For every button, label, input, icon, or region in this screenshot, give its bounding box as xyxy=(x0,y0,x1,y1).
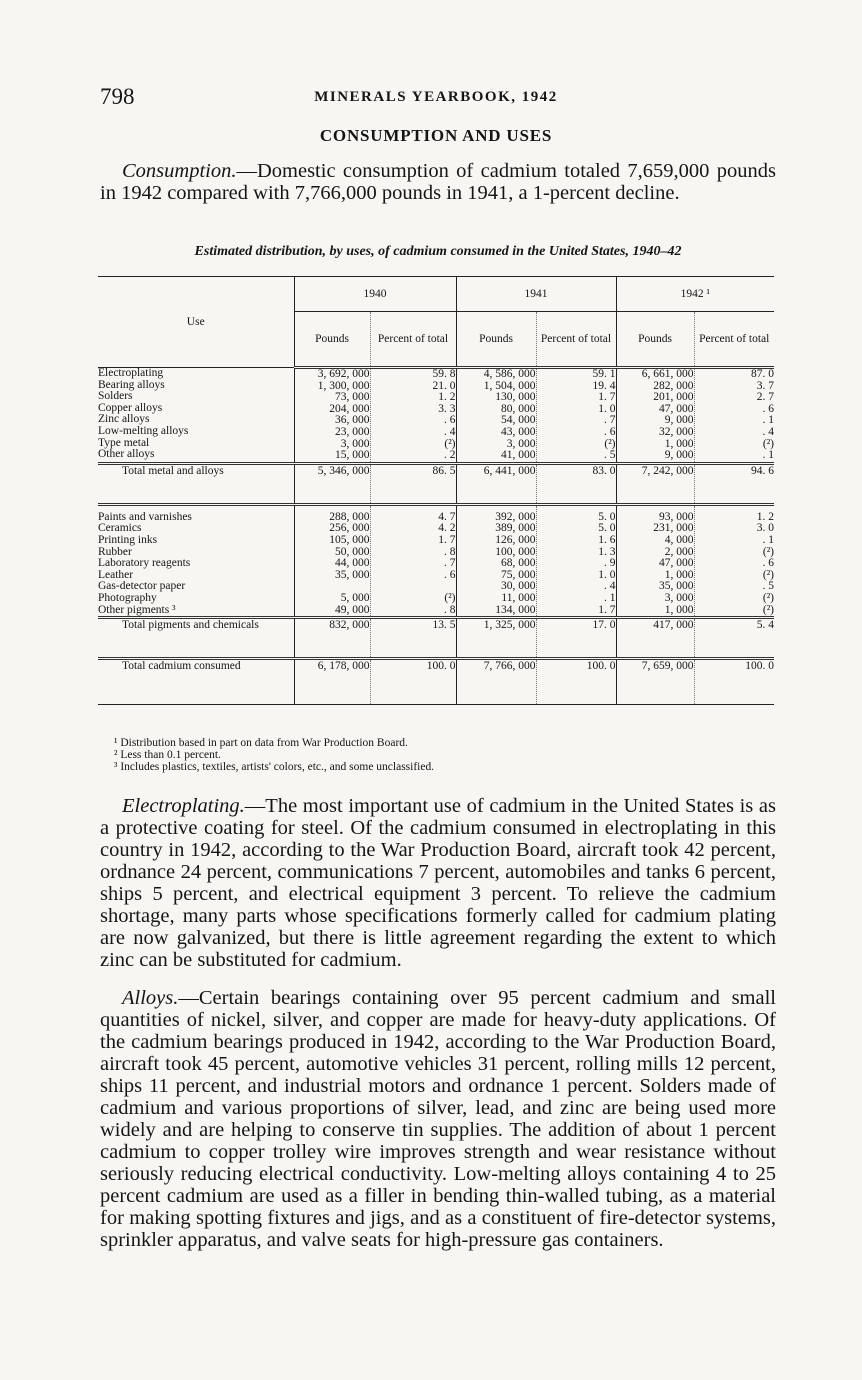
table-cell: 126, 000 xyxy=(495,533,536,546)
table-cell: 1. 7 xyxy=(438,533,456,546)
table-cell: 4, 000 xyxy=(664,533,694,546)
total-pigments-percent-1940: 13. 5 xyxy=(370,618,456,659)
total-pigments-percent-1942: 5. 4 xyxy=(694,618,774,659)
table-cell: . 6 xyxy=(444,568,456,581)
table-cell: 54, 000 xyxy=(501,414,536,427)
table-cell: 43, 000 xyxy=(501,425,536,438)
table-cell: 19. 4 xyxy=(592,379,616,392)
table-cell: 21. 0 xyxy=(432,379,456,392)
table-cell: 80, 000 xyxy=(501,402,536,415)
total-pigments-pounds-1940: 832, 000 xyxy=(294,618,370,659)
consumption-paragraph xyxy=(100,160,776,204)
table-cell: (²) xyxy=(762,603,774,616)
table-cell: 75, 000 xyxy=(501,568,536,581)
footnote-2: ² Less than 0.1 percent. xyxy=(114,749,221,761)
year-header-1941: 1941 xyxy=(456,277,616,312)
table-cell: . 6 xyxy=(444,414,456,427)
table-cell: 3. 3 xyxy=(438,402,456,415)
table-cell: 1, 300, 000 xyxy=(317,379,370,392)
table-cell: . 2 xyxy=(444,449,456,462)
table-cell: 2, 000 xyxy=(664,545,694,558)
table-cell: . 4 xyxy=(604,580,616,593)
pounds-header: Pounds xyxy=(294,312,370,368)
table-cell: 389, 000 xyxy=(495,522,536,535)
table-cell: 73, 000 xyxy=(335,391,370,404)
total-pigments-label: Total pigments and chemicals xyxy=(98,618,294,659)
table-cell: 4. 7 xyxy=(438,510,456,523)
page-number: 798 xyxy=(100,84,135,109)
table-cell: . 7 xyxy=(604,414,616,427)
table-cell: 50, 000 xyxy=(335,545,370,558)
use-label: Leather xyxy=(98,568,134,581)
percent-header: Percent of total xyxy=(370,312,456,368)
metal-pounds-1940 xyxy=(294,368,370,464)
metal-percent-1940 xyxy=(370,368,456,464)
use-label: Electroplating xyxy=(98,367,164,379)
total-consumed-row xyxy=(98,659,774,705)
pigment-percent-1940 xyxy=(370,504,456,617)
table-cell: 392, 000 xyxy=(495,510,536,523)
table-cell: 1, 000 xyxy=(664,437,694,450)
table-cell: . 8 xyxy=(444,603,456,616)
pounds-header: Pounds xyxy=(456,312,536,368)
pounds-header: Pounds xyxy=(616,312,694,368)
table-cell: . 5 xyxy=(762,580,774,593)
table-cell: . 6 xyxy=(604,425,616,438)
table-cell: 35, 000 xyxy=(335,568,370,581)
use-label: Low-melting alloys xyxy=(98,424,189,437)
table-cell: 11, 000 xyxy=(501,591,536,604)
table-cell: 41, 000 xyxy=(501,449,536,462)
use-label: Type metal xyxy=(98,436,150,449)
table-cell: 134, 000 xyxy=(495,603,536,616)
pigment-percent-1942 xyxy=(694,504,774,617)
total-consumed-pounds-1941: 7, 766, 000 xyxy=(456,659,536,705)
table-cell: 1. 3 xyxy=(598,545,616,558)
use-label: Paints and varnishes xyxy=(98,510,192,523)
table-cell: 87. 0 xyxy=(751,368,774,380)
table-cell: 1, 000 xyxy=(664,603,694,616)
table-cell: . 4 xyxy=(762,425,774,438)
table-cell: 59. 1 xyxy=(592,368,616,380)
total-metal-pounds-1941: 6, 441, 000 xyxy=(456,463,536,504)
table-cell: 1, 504, 000 xyxy=(483,379,536,392)
table-cell: 201, 000 xyxy=(653,391,694,404)
table-cell: 1. 6 xyxy=(598,533,616,546)
use-header: Use xyxy=(98,277,294,368)
table-caption: Estimated distribution, by uses, of cadmium consumed in the United States, 1940–42 xyxy=(194,244,682,259)
table-cell: . 6 xyxy=(762,557,774,570)
table-cell: 256, 000 xyxy=(329,522,370,535)
pigment-pounds-1940 xyxy=(294,504,370,617)
use-label: Zinc alloys xyxy=(98,413,150,426)
table-cell: 36, 000 xyxy=(335,414,370,427)
table-cell: 47, 000 xyxy=(659,557,694,570)
use-label: Laboratory reagents xyxy=(98,557,191,570)
total-consumed-pounds-1942: 7, 659, 000 xyxy=(616,659,694,705)
total-metal-pounds-1942: 7, 242, 000 xyxy=(616,463,694,504)
total-consumed-percent-1942: 100. 0 xyxy=(694,659,774,705)
table-cell: 9, 000 xyxy=(664,449,694,462)
table-cell: 282, 000 xyxy=(653,379,694,392)
section-title: CONSUMPTION AND USES xyxy=(319,126,553,145)
table-cell: (²) xyxy=(444,591,456,604)
table-cell: . 1 xyxy=(762,414,774,427)
table-cell: . 6 xyxy=(762,402,774,415)
table-cell xyxy=(371,581,456,593)
electroplating-text: —The most important use of cadmium in the United States is as a protective coating for steel. Of the cadmium consumed in electroplating in this country in 1942, according to the War Production Board, aircraft took 42 percent, ordnance 24 percent, communications 7 percent, automobiles and tanks 6 percent, ships 5 percent, and electrical equipment 3 percent. To relieve the cadmium shortage, many parts whose specifications formerly called for cadmium plating are now galvanized, but there is little agreement regarding the extent to which zinc can be substituted for cadmium. xyxy=(100,795,776,971)
table-cell: . 1 xyxy=(762,449,774,462)
total-consumed-percent-1940: 100. 0 xyxy=(370,659,456,705)
table-cell: . 5 xyxy=(604,449,616,462)
use-label: Ceramics xyxy=(98,522,142,535)
table-cell: 1. 0 xyxy=(598,402,616,415)
table-cell: (²) xyxy=(444,437,456,450)
total-metal-percent-1941: 83. 0 xyxy=(536,463,616,504)
pigment-rows-group xyxy=(98,504,774,617)
total-metal-pounds-1940: 5, 346, 000 xyxy=(294,463,370,504)
electroplating-paragraph xyxy=(100,795,776,971)
use-label: Rubber xyxy=(98,545,132,558)
footnote-3: ³ Includes plastics, textiles, artists' colors, etc., and some unclassified. xyxy=(114,761,435,773)
total-consumed-pounds-1940: 6, 178, 000 xyxy=(294,659,370,705)
table-cell: 35, 000 xyxy=(659,580,694,593)
alloys-text: —Certain bearings containing over 95 percent cadmium and small quantities of nickel, silver, and copper are made for heavy-duty applications. Of the cadmium bearings produced in 1942, according to the War Production Board, aircraft took 45 percent, automotive vehicles 31 percent, rolling mills 12 percent, ships 11 percent, and industrial motors and ordnance 1 percent. Solders made of cadmium and various proportions of silver, lead, and zinc are being used more widely and are helping to conserve tin supplies. The addition of about 1 percent cadmium to copper trolley wire improves strength and wear resistance without seriously reducing electrical conductivity. Low-melting alloys containing 4 to 25 percent cadmium are used as a filler in bending thin-walled tubing, as a material for making spotting fixtures and jigs, and as a constituent of fire-detector systems, sprinkler apparatus, and valve seats for high-pressure gas containers. xyxy=(100,987,776,1251)
use-label: Gas-detector paper xyxy=(98,580,186,593)
table-cell: (²) xyxy=(762,437,774,450)
table-cell: (²) xyxy=(762,545,774,558)
total-metal-percent-1940: 86. 5 xyxy=(370,463,456,504)
table-cell: 49, 000 xyxy=(335,603,370,616)
electroplating-lead: Electroplating. xyxy=(122,795,245,817)
table-cell: 23, 000 xyxy=(335,425,370,438)
table-cell: 3, 000 xyxy=(664,591,694,604)
pigment-pounds-1941 xyxy=(456,504,536,617)
alloys-paragraph xyxy=(100,987,776,1251)
table-cell: 1. 0 xyxy=(598,568,616,581)
total-metal-percent-1942: 94. 6 xyxy=(694,463,774,504)
table-cell: 1, 000 xyxy=(664,568,694,581)
use-label: Other pigments ³ xyxy=(98,603,176,616)
table-cell: 68, 000 xyxy=(501,557,536,570)
table-cell: (²) xyxy=(762,591,774,604)
metal-use-column xyxy=(98,368,294,464)
use-label: Copper alloys xyxy=(98,401,163,414)
pigment-use-column xyxy=(98,504,294,617)
table-cell: 4. 2 xyxy=(438,522,456,535)
table-cell: 204, 000 xyxy=(329,402,370,415)
total-metal-row xyxy=(98,463,774,504)
table-cell: 93, 000 xyxy=(659,510,694,523)
total-pigments-pounds-1941: 1, 325, 000 xyxy=(456,618,536,659)
table-cell: 288, 000 xyxy=(329,510,370,523)
table-cell: 59. 8 xyxy=(432,368,456,380)
metal-pounds-1941 xyxy=(456,368,536,464)
table-cell: 9, 000 xyxy=(664,414,694,427)
total-pigments-percent-1941: 17. 0 xyxy=(536,618,616,659)
use-label: Bearing alloys xyxy=(98,378,165,391)
table-cell: 5, 000 xyxy=(340,591,370,604)
table-cell: 47, 000 xyxy=(659,402,694,415)
percent-header: Percent of total xyxy=(536,312,616,368)
table-cell: 4, 586, 000 xyxy=(483,368,536,380)
table-cell: 5. 0 xyxy=(598,522,616,535)
table-cell: 6, 661, 000 xyxy=(641,368,694,380)
use-label: Other alloys xyxy=(98,448,155,461)
total-consumed-label: Total cadmium consumed xyxy=(98,659,294,705)
footnote-1: ¹ Distribution based in part on data from War Production Board. xyxy=(114,737,408,749)
pigment-percent-1941 xyxy=(536,504,616,617)
table-cell: 105, 000 xyxy=(329,533,370,546)
table-cell: 3, 000 xyxy=(340,437,370,450)
table-cell: 44, 000 xyxy=(335,557,370,570)
table-cell: 5. 0 xyxy=(598,510,616,523)
metal-percent-1941 xyxy=(536,368,616,464)
use-label: Solders xyxy=(98,390,133,403)
table-cell: . 1 xyxy=(762,533,774,546)
consumption-lead: Consumption. xyxy=(122,160,237,182)
total-pigments-row xyxy=(98,618,774,659)
percent-header: Percent of total xyxy=(694,312,774,368)
table-cell: 1. 7 xyxy=(598,603,616,616)
table-cell: 2. 7 xyxy=(756,391,774,404)
table-cell: 32, 000 xyxy=(659,425,694,438)
table-cell: . 7 xyxy=(444,557,456,570)
table-cell: (²) xyxy=(604,437,616,450)
table-cell: 130, 000 xyxy=(495,391,536,404)
table-cell: 100, 000 xyxy=(495,545,536,558)
table-cell: 1. 2 xyxy=(756,510,774,523)
table-cell: . 9 xyxy=(604,557,616,570)
table-cell: 3, 000 xyxy=(506,437,536,450)
table-cell: (²) xyxy=(762,568,774,581)
distribution-table xyxy=(98,276,774,705)
metal-pounds-1942 xyxy=(616,368,694,464)
pigment-pounds-1942 xyxy=(616,504,694,617)
yearbook-title: MINERALS YEARBOOK, 1942 xyxy=(314,89,558,105)
table-cell: 3, 692, 000 xyxy=(317,368,370,380)
table-cell: . 8 xyxy=(444,545,456,558)
table-cell: 15, 000 xyxy=(335,449,370,462)
table-cell: 30, 000 xyxy=(501,580,536,593)
table-cell: 3. 7 xyxy=(756,379,774,392)
table-cell: . 1 xyxy=(604,591,616,604)
total-metal-label: Total metal and alloys xyxy=(98,463,294,504)
total-pigments-pounds-1942: 417, 000 xyxy=(616,618,694,659)
use-label: Photography xyxy=(98,591,157,604)
use-label: Printing inks xyxy=(98,533,158,546)
metal-rows-group xyxy=(98,368,774,464)
table-cell: 3. 0 xyxy=(756,522,774,535)
table-cell: 1. 2 xyxy=(438,391,456,404)
consumption-text: —Domestic consumption of cadmium totaled 7,659,000 pounds in 1942 compared with 7,766,000 pounds in 1941, a 1-percent decline. xyxy=(100,160,776,204)
year-header-1942: 1942 ¹ xyxy=(616,277,774,312)
table-cell: 231, 000 xyxy=(653,522,694,535)
table-cell: 1. 7 xyxy=(598,391,616,404)
alloys-lead: Alloys. xyxy=(122,987,179,1009)
metal-percent-1942 xyxy=(694,368,774,464)
running-header xyxy=(100,84,772,112)
table-cell: . 4 xyxy=(444,425,456,438)
year-header-1940: 1940 xyxy=(294,277,456,312)
total-consumed-percent-1941: 100. 0 xyxy=(536,659,616,705)
